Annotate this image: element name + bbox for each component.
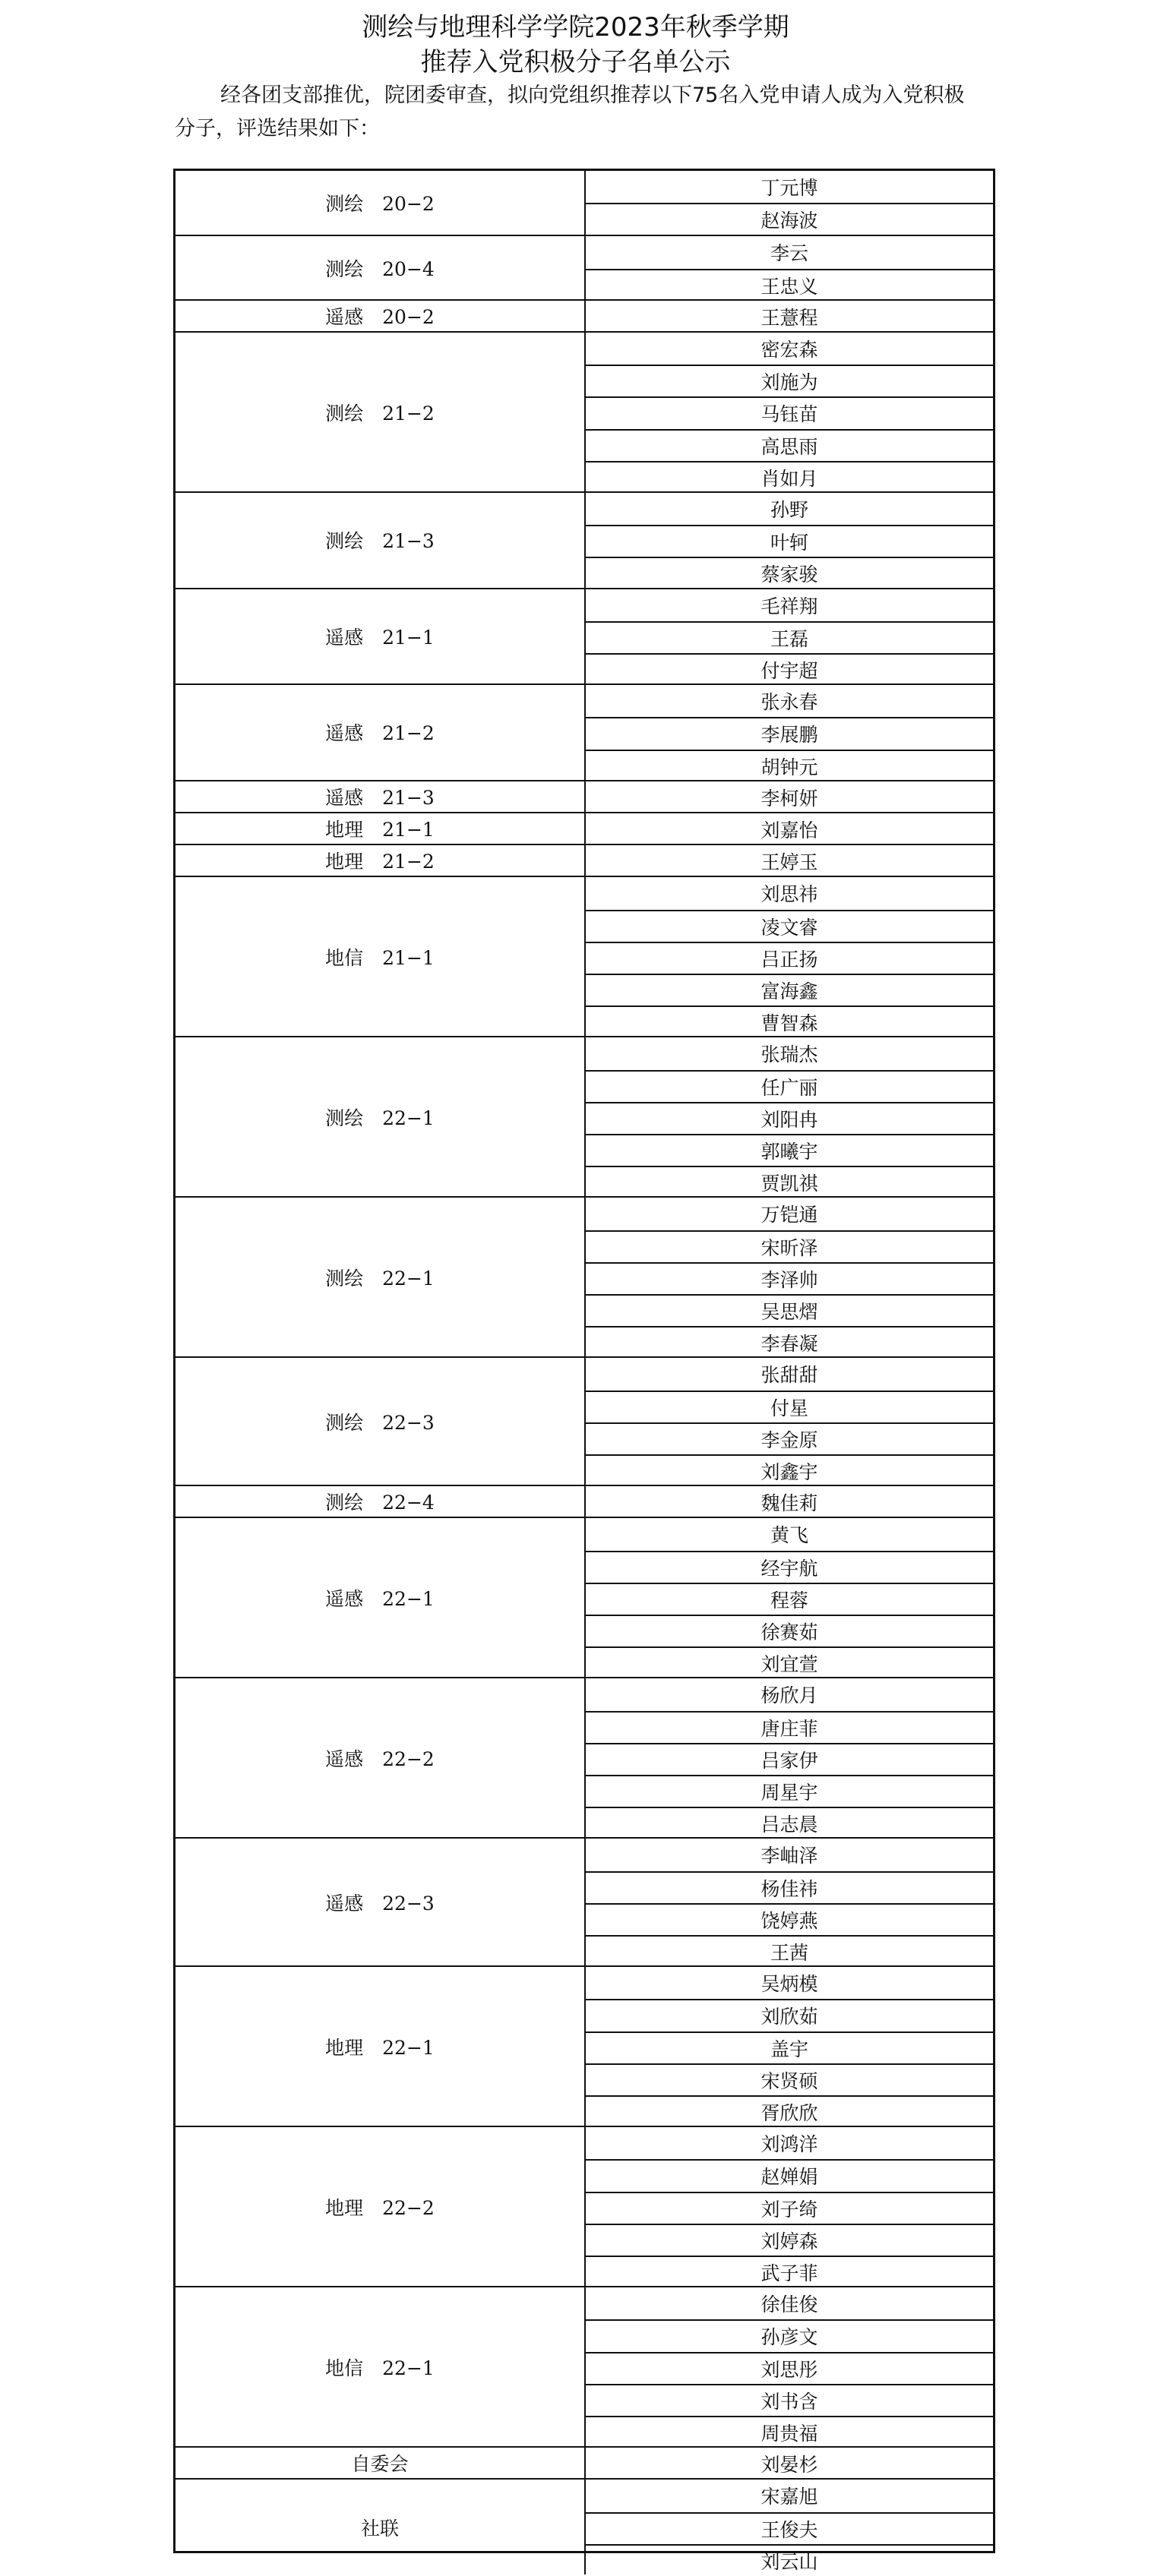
- member-list: [586, 333, 993, 491]
- member-name-cell: 魏佳莉: [760, 1492, 818, 1515]
- member-name-cell: 马钰苗: [586, 396, 993, 428]
- member-name-cell: 孙野: [770, 499, 808, 522]
- member-name-cell: 郭曦宇: [586, 1134, 993, 1166]
- member-list: [586, 845, 993, 876]
- class-name-cell: 测绘 20−2: [175, 171, 586, 235]
- class-group: [175, 171, 993, 235]
- member-name-cell: 经宇航: [586, 1551, 993, 1583]
- class-group: [175, 2126, 993, 2286]
- class-group: [175, 299, 993, 331]
- member-list: [586, 813, 993, 844]
- member-name-cell: 刘云山: [586, 2544, 993, 2576]
- member-name-cell: 赵海波: [586, 203, 993, 235]
- nominee-table: [173, 169, 995, 2573]
- class-group: [175, 780, 993, 812]
- class-name-cell: 遥感 21−1: [175, 589, 586, 684]
- member-name-cell: 李岫泽: [760, 1845, 818, 1867]
- class-group: [175, 812, 993, 844]
- member-name-cell: 丁元博: [760, 177, 818, 200]
- class-name-cell: 遥感 22−2: [175, 1678, 586, 1837]
- member-list: [586, 1358, 993, 1485]
- member-name-cell: 刘晏杉: [760, 2454, 818, 2477]
- member-name-cell: 刘嘉怡: [760, 819, 818, 842]
- class-name-cell: 测绘 21−3: [175, 493, 586, 588]
- class-group: [175, 1196, 993, 1356]
- member-name-cell: 杨欣月: [760, 1684, 818, 1707]
- member-list: [586, 1198, 993, 1356]
- member-name-cell: 王忠义: [586, 269, 993, 301]
- class-group: [175, 1677, 993, 1837]
- member-name-cell: 刘鸿洋: [760, 2133, 818, 2156]
- class-name-cell: 测绘 21−2: [175, 333, 586, 491]
- member-name-cell: 刘鑫宇: [586, 1454, 993, 1486]
- class-name-cell: 地信 21−1: [175, 877, 586, 1036]
- member-name-cell: 贾凯祺: [586, 1166, 993, 1198]
- member-name-cell: 任广丽: [586, 1070, 993, 1102]
- member-name-cell: 刘书含: [586, 2384, 993, 2416]
- member-name-cell: 万铠通: [760, 1204, 818, 1226]
- member-name-cell: 吴思熠: [586, 1294, 993, 1326]
- member-name-cell: 刘阳冉: [586, 1102, 993, 1134]
- class-name-cell: 遥感 20−2: [175, 301, 586, 331]
- class-group: [175, 844, 993, 876]
- member-name-cell: 毛祥翔: [760, 595, 818, 617]
- class-name-cell: 测绘 22−1: [175, 1037, 586, 1196]
- member-name-cell: 刘施为: [586, 365, 993, 396]
- class-name-cell: 地理 21−2: [175, 845, 586, 876]
- member-name-cell: 胡钟元: [586, 750, 993, 781]
- member-list: [586, 1518, 993, 1677]
- class-name-cell: 测绘 22−4: [175, 1486, 586, 1517]
- class-group: [175, 2478, 993, 2574]
- title-line-2: 推荐入党积极分子名单公示: [420, 47, 731, 77]
- member-list: [586, 2127, 993, 2286]
- member-name-cell: 刘宜萱: [586, 1646, 993, 1678]
- member-name-cell: 刘思祎: [760, 883, 818, 906]
- member-name-cell: 胥欣欣: [586, 2095, 993, 2127]
- member-list: [586, 781, 993, 812]
- class-group: [175, 876, 993, 1036]
- member-name-cell: 吕家伊: [586, 1743, 993, 1775]
- member-name-cell: 宋昕泽: [586, 1230, 993, 1262]
- class-group: [175, 331, 993, 491]
- member-name-cell: 王薏程: [760, 306, 818, 329]
- member-name-cell: 李金原: [586, 1422, 993, 1454]
- member-name-cell: 刘欣茹: [586, 1999, 993, 2031]
- class-group: [175, 1517, 993, 1677]
- member-name-cell: 富海鑫: [586, 974, 993, 1005]
- class-name-cell: 自委会: [175, 2448, 586, 2478]
- class-group: [175, 1356, 993, 1485]
- member-list: [586, 493, 993, 588]
- member-name-cell: 刘思彤: [586, 2352, 993, 2384]
- member-name-cell: 高思雨: [586, 429, 993, 461]
- member-name-cell: 饶婷燕: [586, 1903, 993, 1935]
- member-name-cell: 王俊夫: [586, 2512, 993, 2544]
- class-name-cell: 社联: [175, 2480, 586, 2574]
- member-list: [586, 1967, 993, 2126]
- member-name-cell: 李春凝: [586, 1326, 993, 1358]
- class-name-cell: 地理 22−1: [175, 1967, 586, 2126]
- member-name-cell: 宋贤硕: [586, 2063, 993, 2095]
- member-name-cell: 李泽帅: [586, 1262, 993, 1294]
- member-list: [586, 1839, 993, 1965]
- member-name-cell: 吴炳模: [760, 1973, 818, 1996]
- member-name-cell: 吕正扬: [586, 942, 993, 974]
- member-name-cell: 王磊: [586, 621, 993, 653]
- member-list: [586, 1678, 993, 1837]
- member-name-cell: 李云: [770, 242, 808, 265]
- member-name-cell: 刘婷森: [586, 2224, 993, 2256]
- member-name-cell: 宋嘉旭: [760, 2486, 818, 2508]
- member-name-cell: 叶轲: [586, 525, 993, 557]
- class-name-cell: 地信 22−1: [175, 2287, 586, 2446]
- member-name-cell: 黄飞: [770, 1524, 808, 1547]
- member-name-cell: 徐佳俊: [760, 2293, 818, 2316]
- member-name-cell: 凌文睿: [586, 910, 993, 942]
- member-name-cell: 王婷玉: [760, 851, 818, 874]
- member-list: [586, 1486, 993, 1517]
- member-name-cell: 王茜: [586, 1935, 993, 1967]
- member-name-cell: 张甜甜: [760, 1364, 818, 1387]
- member-name-cell: 周星宇: [586, 1775, 993, 1807]
- class-group: [175, 2286, 993, 2446]
- member-list: [586, 589, 993, 684]
- member-name-cell: 李展鹏: [586, 717, 993, 749]
- member-name-cell: 唐庄菲: [586, 1711, 993, 1743]
- member-list: [586, 171, 993, 235]
- class-name-cell: 遥感 21−3: [175, 781, 586, 812]
- class-group: [175, 1965, 993, 2126]
- member-name-cell: 蔡家骏: [586, 557, 993, 589]
- class-group: [175, 1036, 993, 1196]
- member-name-cell: 武子菲: [586, 2256, 993, 2287]
- class-group: [175, 2446, 993, 2478]
- member-name-cell: 周贵福: [586, 2416, 993, 2448]
- class-group: [175, 235, 993, 298]
- member-name-cell: 密宏森: [760, 339, 818, 361]
- member-name-cell: 付宇超: [586, 653, 993, 685]
- member-list: [586, 685, 993, 780]
- member-name-cell: 曹智森: [586, 1005, 993, 1037]
- member-name-cell: 李柯妍: [760, 787, 818, 810]
- class-group: [175, 683, 993, 780]
- member-name-cell: 刘子绮: [586, 2192, 993, 2224]
- member-list: [586, 2448, 993, 2478]
- class-group: [175, 491, 993, 588]
- member-name-cell: 张瑞杰: [760, 1043, 818, 1066]
- intro-paragraph: 经各团支部推优，院团委审查，拟向党组织推荐以下75名入党申请人成为入党积极分子，评选结果如下：: [175, 84, 965, 140]
- class-name-cell: 测绘 20−4: [175, 236, 586, 298]
- member-name-cell: 张永春: [760, 691, 818, 714]
- member-list: [586, 301, 993, 331]
- member-list: [586, 1037, 993, 1196]
- member-list: [586, 2480, 993, 2574]
- member-name-cell: 孙彦文: [586, 2319, 993, 2351]
- class-name-cell: 测绘 22−1: [175, 1198, 586, 1356]
- class-name-cell: 地理 21−1: [175, 813, 586, 844]
- class-group: [175, 1485, 993, 1517]
- member-list: [586, 236, 993, 298]
- member-list: [586, 877, 993, 1036]
- class-name-cell: 地理 22−2: [175, 2127, 586, 2286]
- member-name-cell: 徐赛茹: [586, 1615, 993, 1646]
- class-group: [175, 588, 993, 684]
- class-name-cell: 遥感 22−1: [175, 1518, 586, 1677]
- member-list: [586, 2287, 993, 2446]
- title-line-1: 测绘与地理科学学院2023年秋季学期: [362, 12, 789, 43]
- class-name-cell: 遥感 21−2: [175, 685, 586, 780]
- member-name-cell: 肖如月: [586, 461, 993, 493]
- class-group: [175, 1837, 993, 1965]
- class-name-cell: 测绘 22−3: [175, 1358, 586, 1485]
- member-name-cell: 程蓉: [586, 1583, 993, 1615]
- member-name-cell: 赵婵娟: [586, 2159, 993, 2191]
- member-name-cell: 吕志晨: [586, 1807, 993, 1839]
- member-name-cell: 盖宇: [586, 2031, 993, 2063]
- class-name-cell: 遥感 22−3: [175, 1839, 586, 1965]
- member-name-cell: 付星: [586, 1391, 993, 1422]
- member-name-cell: 杨佳祎: [586, 1871, 993, 1903]
